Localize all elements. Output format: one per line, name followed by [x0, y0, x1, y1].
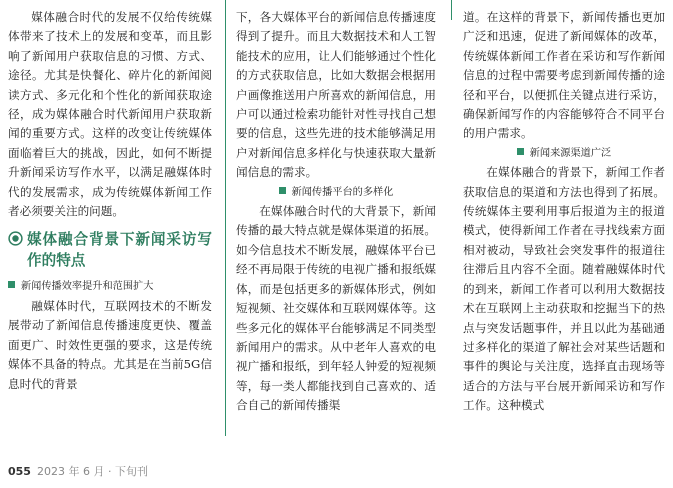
continued-paragraph: 道。在这样的背景下，新闻传播也更加广泛和迅速，促进了新闻媒体的改革，传统媒体新闻工作者在采访和写作新闻信息的过程中需要考虑到新闻传播的途径和平台，以便抓住关键点进行采访，确保新闻写作的内容能够符合不同平台的用户需求。 — [463, 10, 665, 141]
body-paragraph: 在媒体融合的背景下，新闻工作者获取信息的渠道和方法也得到了拓展。传统媒体主要利用事后报道为主的报道模式，使得新闻工作者在寻找线索方面相对被动，导致社会突发事件的报道往往滞后且内容不全面。随着融媒体时代的到来，新闻工作者可以利用大数据技术在互联网上主动获取和挖掘当下的热点与突发话题事件，并且以此为基础通过多样化的渠道了解社会对某些话题和事件的舆论与关注度，选择直击现场等适合的方法与平台展开新闻采访和写作工作。这种模式 — [463, 165, 665, 413]
issue-label: 2023 年 6 月 · 下旬刊 — [36, 465, 148, 478]
column-2 — [236, 8, 436, 416]
intro-paragraph: 媒体融合时代的发展不仅给传统媒体带来了技术上的发展和变革，而且影响了新闻用户获取信息的习惯、方式、途径。尤其是快餐化、碎片化的新闻阅读方式、多元化和个性化的新闻获取途径，成为媒体融合时代新闻用户获取新闻的重要方式。这样的改变让传统媒体面临着巨大的挑战，因此，如何不断提升新闻采访写作水平，以满足融媒体时代的发展需求，成为传统媒体新闻工作者必须要关注的问题。 — [8, 10, 212, 219]
square-bullet-icon — [279, 187, 286, 194]
body-paragraph: 在媒体融合时代的大背景下，新闻传播的最大特点就是媒体渠道的拓展。如今信息技术不断发展，融媒体平台已经不再局限于传统的电视广播和报纸媒体，而是包括更多的新媒体形式，例如短视频、社交媒体和互联网媒体等。这些多元化的媒体平台能够满足不同类型新闻用户的需求。从中老年人喜欢的电视广播和报纸，到年轻人钟爱的短视频等，每一类人都能找到自己喜欢的、适合自己的新闻传播渠 — [236, 204, 436, 413]
subheading-efficiency — [8, 277, 212, 296]
body-paragraph: 融媒体时代，互联网技术的不断发展带动了新闻信息传播速度更快、覆盖面更广、时效性更强的要求，这是传统媒体不具备的特点。尤其是在当前5G信息时代的背景 — [8, 298, 212, 391]
section-heading — [8, 229, 212, 271]
subheading-text: 新闻传播平台的多样化 — [291, 186, 394, 198]
page-number: 055 — [8, 465, 31, 478]
subheading-platforms — [236, 183, 436, 202]
column-divider-left — [225, 0, 226, 436]
column-3 — [463, 8, 665, 416]
page-footer — [8, 463, 148, 479]
square-bullet-icon — [517, 148, 524, 155]
column-1 — [8, 8, 212, 394]
square-bullet-icon — [8, 281, 15, 288]
target-icon — [8, 231, 23, 246]
subheading-text: 新闻来源渠道广泛 — [529, 147, 612, 159]
subheading-text: 新闻传播效率提升和范围扩大 — [21, 281, 154, 293]
column-divider-right — [451, 0, 452, 20]
section-title: 媒体融合背景下新闻采访写作的特点 — [27, 231, 212, 270]
subheading-sources — [463, 144, 665, 163]
continued-paragraph: 下，各大媒体平台的新闻信息传播速度得到了提升。而且大数据技术和人工智能技术的应用，让人们能够通过个性化的方式获取信息，比如大数据会根据用户画像推送用户所喜欢的新闻信息，用户可以通过检索功能针对性寻找自己想要的信息，这些先进的技术能够满足用户对新闻信息多样化与快速获取大量新闻信息的需求。 — [236, 10, 436, 180]
